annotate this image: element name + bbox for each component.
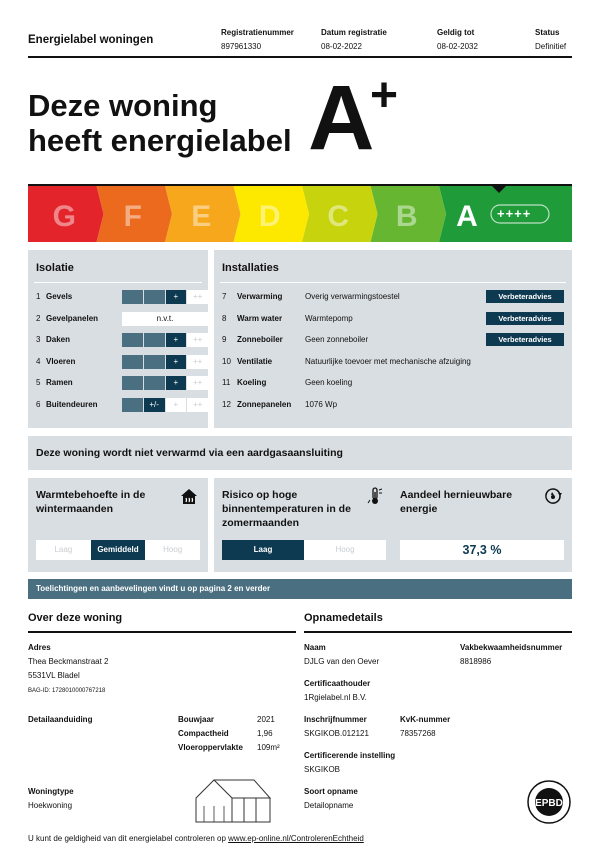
overheating-risk-scale	[222, 540, 386, 560]
valid-until: Geldig tot 08-02-2032	[437, 28, 478, 51]
isolation-row-buitendeuren: 6 Buitendeuren +/- + ++	[36, 398, 98, 412]
kvk-value: 78357268	[400, 729, 436, 738]
rating-cell	[122, 376, 143, 390]
rating-cell: ++	[187, 376, 208, 390]
scale-letter-e: E	[191, 200, 212, 233]
overheating-risk-title: Risico op hoge binnentemperaturen in de zomermaanden	[222, 489, 351, 529]
scale-letter-g: G	[52, 200, 76, 233]
overheating-risk-box	[214, 478, 394, 572]
scale-letter-b: B	[395, 200, 418, 233]
divider	[28, 631, 296, 633]
isolation-row-vloeren: 4 Vloeren + ++	[36, 355, 75, 369]
certificate-holder-label: Certificaathouder	[304, 679, 371, 688]
competence-number-label: Vakbekwaamheidsnummer	[460, 643, 563, 652]
installations-title: Installaties	[222, 262, 279, 274]
status: Status Definitief	[535, 28, 567, 51]
rating-cell: +	[166, 290, 187, 304]
address-city: 5531VL Bladel	[28, 671, 80, 680]
rating-cell: +/-	[144, 398, 165, 412]
plus-signs: ++++	[497, 206, 532, 221]
renewable-share-title: Aandeel hernieuwbare energie	[400, 489, 513, 515]
name-value: DJLG van den Oever	[304, 657, 380, 666]
energy-label-plus: +	[370, 69, 399, 122]
rating-cell: ++	[187, 355, 208, 369]
improvement-advice-button[interactable]: Verbeteradvies	[486, 290, 564, 303]
scale-option-laag: Laag	[36, 540, 91, 560]
floor-area-label: Vloeroppervlakte	[178, 743, 243, 752]
competence-number-value: 8818986	[460, 657, 492, 666]
isolation-panel	[28, 250, 208, 428]
isolation-row-daken: 3 Daken + ++	[36, 333, 70, 347]
scale-option-hoog: Hoog	[145, 540, 200, 560]
recycle-icon	[544, 487, 562, 505]
improvement-advice-button[interactable]: Verbeteradvies	[486, 333, 564, 346]
energy-scale	[28, 184, 572, 242]
build-year-value: 2021	[257, 715, 275, 724]
document-title: Energielabel woningen	[28, 34, 154, 46]
heat-demand-scale	[36, 540, 200, 560]
heat-demand-title: Warmtebehoefte in de wintermaanden	[36, 489, 146, 515]
rating-cell-na: n.v.t.	[122, 312, 208, 326]
heat-demand-box	[28, 478, 208, 572]
installation-row-7: 7 Verwarming Overig verwarmingstoestel Verbeteradvies	[222, 290, 564, 304]
rating-cell: ++	[187, 290, 208, 304]
installation-row-11: 11 Koeling Geen koeling	[222, 378, 353, 387]
footer: U kunt de geldigheid van dit energielabel controleren op www.ep-online.nl/ControlerenEchtheid	[28, 834, 364, 843]
energy-label-letter: A	[308, 67, 373, 169]
divider	[220, 282, 566, 283]
house-type-icon	[194, 776, 272, 824]
bag-id: BAG-ID: 1728010000767218	[28, 688, 106, 694]
rating-cell	[144, 290, 165, 304]
scale-letter-d: D	[258, 200, 281, 233]
registration-date: Datum registratie 08-02-2022	[321, 28, 387, 51]
about-house-title: Over deze woning	[28, 612, 123, 624]
rating-cell: ++	[187, 398, 208, 412]
gas-connection-banner: Deze woning wordt niet verwarmd via een aardgasaansluiting	[28, 436, 572, 470]
isolation-rating	[122, 376, 208, 390]
detail-label: Detailaanduiding	[28, 715, 93, 724]
house-heat-icon	[180, 487, 198, 505]
renewable-share-value: 37,3 %	[400, 540, 564, 560]
compactness-label: Compactheid	[178, 729, 229, 738]
divider	[34, 282, 202, 283]
scale-option-gemiddeld: Gemiddeld	[91, 540, 146, 560]
address-street: Thea Beckmanstraat 2	[28, 657, 109, 666]
certifying-body-value: SKGIKOB	[304, 765, 341, 774]
rating-cell: ++	[187, 333, 208, 347]
isolation-rating	[122, 333, 208, 347]
floor-area-value: 109m²	[257, 743, 280, 752]
rating-cell: +	[166, 333, 187, 347]
build-year-label: Bouwjaar	[178, 715, 215, 724]
page-title: Deze woning heeft energielabel	[28, 88, 292, 158]
certificate-holder-value: 1Rgielabel.nl B.V.	[304, 693, 367, 702]
scale-letter-a: A	[456, 200, 478, 233]
explanation-banner: Toelichtingen en aanbevelingen vindt u op pagina 2 en verder	[28, 579, 572, 599]
svg-text:EPBD: EPBD	[535, 798, 563, 809]
inspection-type-label: Soort opname	[304, 787, 358, 796]
header	[28, 26, 572, 58]
isolation-row-gevelpanelen: 2 Gevelpanelen n.v.t.	[36, 312, 98, 326]
name-label: Naam	[304, 643, 326, 652]
isolation-rating	[122, 398, 208, 412]
rating-cell	[122, 398, 143, 412]
rating-cell	[122, 290, 143, 304]
installation-row-12: 12 Zonnepanelen 1076 Wp	[222, 399, 338, 409]
scale-letter-c: C	[327, 200, 350, 233]
improvement-advice-button[interactable]: Verbeteradvies	[486, 312, 564, 325]
certifying-body-label: Certificerende instelling	[304, 751, 396, 760]
installation-row-8: 8 Warm water Warmtepomp Verbeteradvies	[222, 312, 564, 326]
installations-panel	[214, 250, 572, 428]
address-label: Adres	[28, 643, 51, 652]
rating-cell: +	[166, 398, 187, 412]
house-type-value: Hoekwoning	[28, 801, 73, 810]
registration-number: Registratienummer 897961330	[221, 28, 294, 51]
isolation-row-gevels: 1 Gevels + ++	[36, 290, 72, 304]
scale-option-hoog: Hoog	[304, 540, 386, 560]
scale-option-laag: Laag	[222, 540, 304, 560]
divider	[304, 631, 572, 633]
registration-label: Inschrijfnummer	[304, 715, 367, 724]
isolation-title: Isolatie	[36, 262, 74, 274]
compactness-value: 1,96	[257, 729, 273, 738]
isolation-rating	[122, 355, 208, 369]
isolation-row-ramen: 5 Ramen + ++	[36, 376, 73, 390]
house-type-label: Woningtype	[28, 787, 74, 796]
epbd-logo	[526, 779, 572, 825]
inspection-type-value: Detailopname	[304, 801, 354, 810]
inspection-details-title: Opnamedetails	[304, 612, 383, 624]
rating-cell: +	[166, 376, 187, 390]
installation-row-10: 10 Ventilatie Natuurlijke toevoer met mechanische afzuiging	[222, 356, 471, 366]
registration-value: SKGIKOB.012121	[304, 729, 369, 738]
rating-cell	[144, 333, 165, 347]
rating-cell: +	[166, 355, 187, 369]
rating-cell	[144, 376, 165, 390]
renewable-share-box	[392, 478, 572, 572]
thermometer-icon	[366, 487, 384, 505]
rating-cell	[144, 355, 165, 369]
isolation-rating	[122, 290, 208, 304]
isolation-rating	[122, 312, 208, 326]
scale-letter-f: F	[123, 200, 142, 233]
rating-cell	[122, 355, 143, 369]
rating-cell	[122, 333, 143, 347]
installation-row-9: 9 Zonneboiler Geen zonneboiler Verbeteradvies	[222, 333, 564, 347]
verification-link[interactable]: www.ep-online.nl/ControlerenEchtheid	[228, 834, 364, 843]
kvk-label: KvK-nummer	[400, 715, 451, 724]
